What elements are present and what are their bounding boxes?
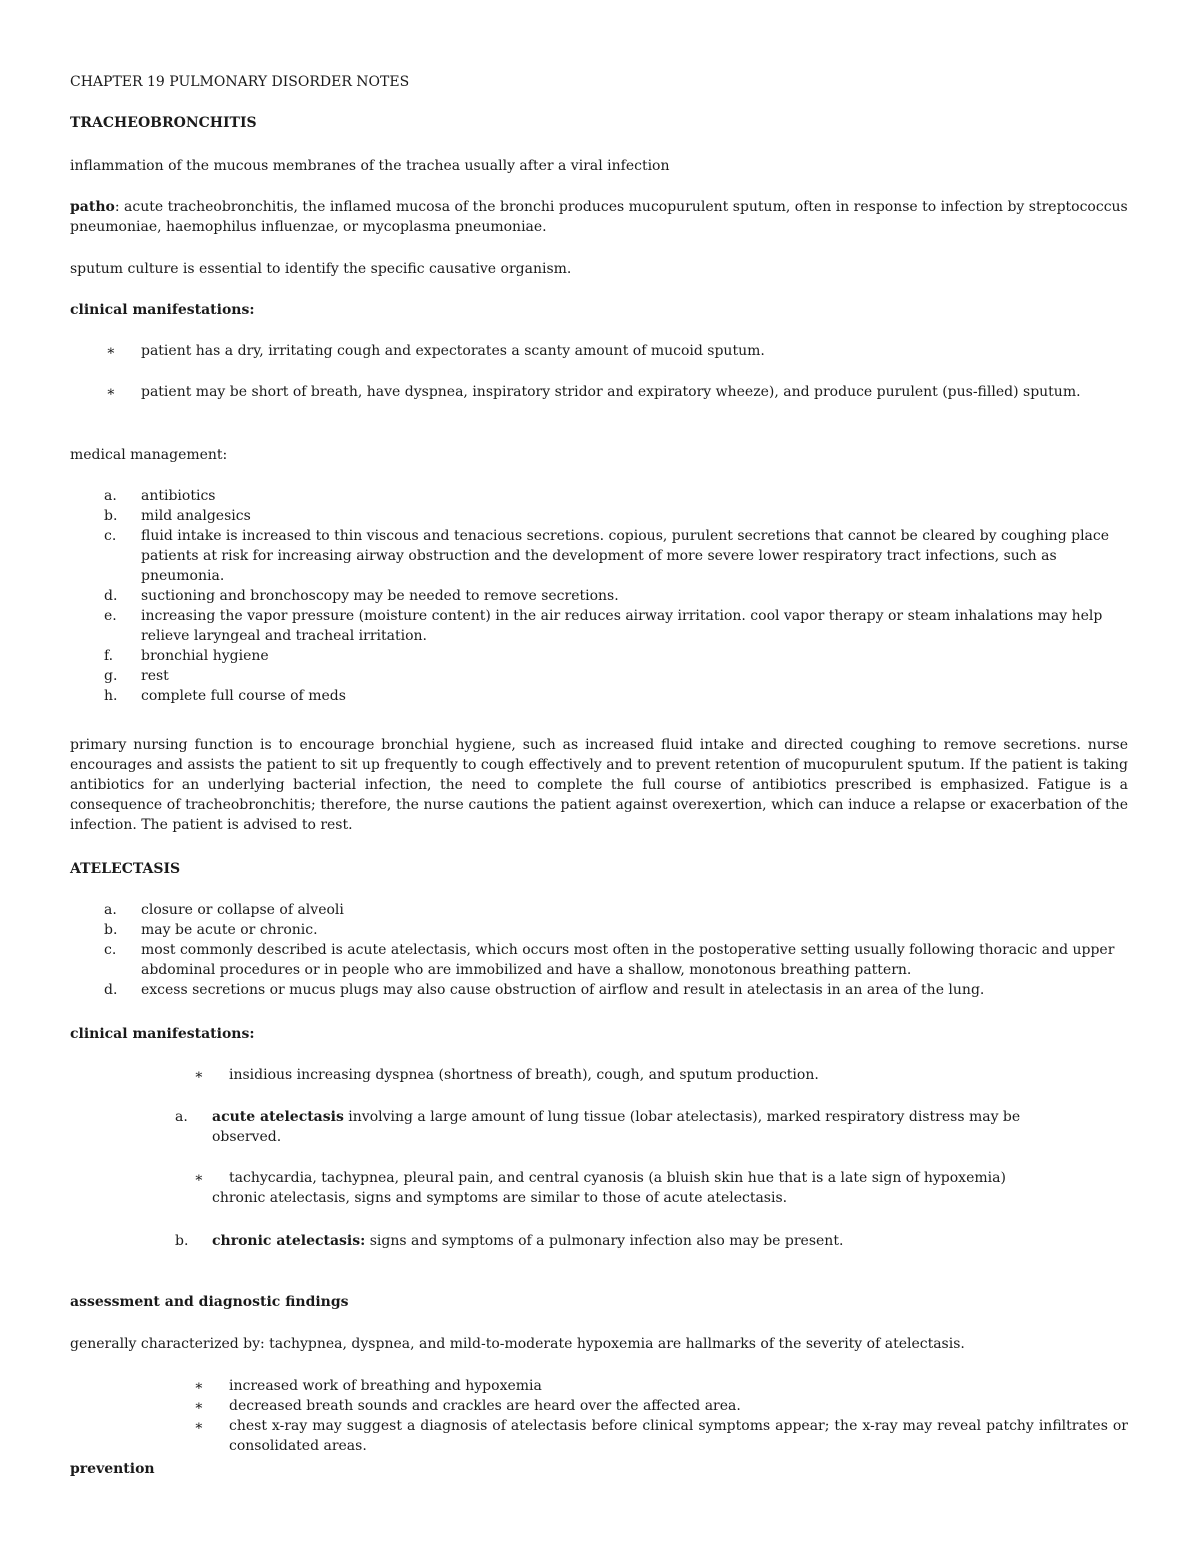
list-item: [104, 900, 1128, 920]
list-item-text: patient has a dry, irritating cough and expectorates a scanty amount of mucoid sputum.: [141, 343, 765, 359]
assessment-list: [194, 1376, 1128, 1456]
list-marker: d.: [104, 588, 118, 604]
list-item-text: rest: [141, 668, 169, 684]
list-item-text: excess secretions or mucus plugs may also cause obstruction of airflow and result in atelectasis in an area of the lung.: [141, 982, 985, 998]
list-item-text: chest x-ray may suggest a diagnosis of atelectasis before clinical symptoms appear; the x-ray may reveal patchy infiltrates or consolidated areas.: [229, 1418, 1128, 1454]
list-item: [104, 666, 1128, 686]
list-marker: f.: [104, 648, 114, 664]
patho-paragraph: [70, 197, 1128, 237]
definition-paragraph: inflammation of the mucous membranes of the trachea usually after a viral infection: [70, 158, 670, 174]
patho-text: : acute tracheobronchitis, the inflamed mucosa of the bronchi produces mucopurulent sputum, often in response to infection by streptococcus pneumoniae, haemophilus influenzae, or mycoplasma pneumoniae.: [70, 199, 1128, 235]
list-item: [104, 980, 1128, 1000]
bullet-icon: ∗: [106, 384, 116, 400]
list-item: [106, 341, 1128, 361]
chapter-title: CHAPTER 19 PULMONARY DISORDER NOTES: [70, 74, 410, 90]
medical-management-heading: medical management:: [70, 447, 228, 463]
list-item: [194, 1416, 1128, 1456]
list-item-text: antibiotics: [141, 488, 216, 504]
list-item-text: most commonly described is acute atelectasis, which occurs most often in the postoperative setting usually following thoracic and upper abdominal procedures or in people who are immobilized and have a shallow, monotonous breathing pattern.: [141, 942, 1115, 978]
bullet-icon: ∗: [194, 1067, 204, 1083]
atel-cm-bullet: [194, 1065, 1128, 1085]
list-marker: e.: [104, 608, 117, 624]
list-marker: b.: [104, 922, 118, 938]
atelectasis-list: [104, 900, 1128, 1000]
list-item: [194, 1396, 1128, 1416]
chronic-atelectasis-text: signs and symptoms of a pulmonary infection also may be present.: [365, 1233, 844, 1249]
list-item-text: complete full course of meds: [141, 688, 346, 704]
list-item: [104, 940, 1128, 980]
list-item-text: decreased breath sounds and crackles are heard over the affected area.: [229, 1398, 741, 1414]
acute-atelectasis-item: [175, 1107, 1072, 1147]
list-marker: d.: [104, 982, 118, 998]
list-item-text: patient may be short of breath, have dyspnea, inspiratory stridor and expiratory wheeze), and produce purulent (pus-filled) sputum.: [141, 384, 1081, 400]
list-item-text: increasing the vapor pressure (moisture content) in the air reduces airway irritation. cool vapor therapy or steam inhalations may help relieve laryngeal and tracheal irritation.: [141, 608, 1103, 644]
bullet-icon: ∗: [194, 1398, 204, 1414]
clinical-manifestations-heading: clinical manifestations:: [70, 302, 255, 318]
list-marker: b.: [104, 508, 118, 524]
acute-atelectasis-label: acute atelectasis: [212, 1109, 344, 1125]
bullet-icon: ∗: [106, 343, 116, 359]
list-item: [104, 526, 1128, 586]
bullet-text: insidious increasing dyspnea (shortness of breath), cough, and sputum production.: [229, 1067, 819, 1083]
list-item-text: fluid intake is increased to thin viscous and tenacious secretions. copious, purulent secretions that cannot be cleared by coughing place patients at risk for increasing airway obstruction and the development of more severe lower respiratory tract infections, such as pneumonia.: [141, 528, 1110, 584]
list-marker: g.: [104, 668, 118, 684]
list-marker: h.: [104, 688, 118, 704]
list-marker: c.: [104, 942, 117, 958]
chronic-atelectasis-item: [175, 1231, 1128, 1251]
atel-clinical-manifestations-heading: clinical manifestations:: [70, 1026, 255, 1042]
list-item: [104, 506, 1128, 526]
section-heading-atelectasis: ATELECTASIS: [70, 861, 181, 877]
bullet-icon: ∗: [194, 1418, 204, 1434]
acute-signs-bullet: [194, 1168, 1128, 1188]
list-marker: c.: [104, 528, 117, 544]
section-heading-tracheobronchitis: TRACHEOBRONCHITIS: [70, 115, 257, 131]
chronic-summary-line: chronic atelectasis, signs and symptoms are similar to those of acute atelectasis.: [212, 1190, 788, 1206]
list-item-text: suctioning and bronchoscopy may be needed to remove secretions.: [141, 588, 619, 604]
bullet-text: tachycardia, tachypnea, pleural pain, and central cyanosis (a bluish skin hue that is a late sign of hypoxemia): [229, 1170, 1006, 1186]
list-item-text: may be acute or chronic.: [141, 922, 318, 938]
trach-cm-list: [106, 341, 1128, 402]
list-item-text: increased work of breathing and hypoxemia: [229, 1378, 542, 1394]
bullet-icon: ∗: [194, 1378, 204, 1394]
prevention-heading: prevention: [70, 1461, 155, 1477]
list-item-text: bronchial hygiene: [141, 648, 269, 664]
list-item: [104, 486, 1128, 506]
chronic-atelectasis-label: chronic atelectasis:: [212, 1233, 366, 1249]
list-marker: a.: [104, 488, 117, 504]
list-item: [104, 686, 1128, 706]
assessment-general: generally characterized by: tachypnea, dyspnea, and mild-to-moderate hypoxemia are hallmarks of the severity of atelectasis.: [70, 1336, 965, 1352]
medical-management-list: [104, 486, 1128, 706]
list-item: [104, 920, 1128, 940]
patho-label: patho: [70, 199, 115, 215]
list-item: [104, 586, 1128, 606]
list-item-text: mild analgesics: [141, 508, 251, 524]
list-item: [104, 646, 1128, 666]
list-marker: a.: [175, 1109, 188, 1125]
list-item: [104, 606, 1128, 646]
culture-paragraph: sputum culture is essential to identify the specific causative organism.: [70, 261, 572, 277]
list-item-text: closure or collapse of alveoli: [141, 902, 344, 918]
acute-atelectasis-text: involving a large amount of lung tissue (lobar atelectasis), marked respiratory distress may be observed.: [212, 1109, 1021, 1145]
list-marker: a.: [104, 902, 117, 918]
bullet-icon: ∗: [194, 1170, 204, 1186]
list-item: [106, 382, 1128, 402]
nursing-paragraph: primary nursing function is to encourage bronchial hygiene, such as increased fluid intake and directed coughing to remove secretions. nurse encourages and assists the patient to sit up frequently to cough effectively and to prevent retention of mucopurulent sputum. If the patient is taking antibiotics for an underlying bacterial infection, the need to complete the full course of antibiotics prescribed is emphasized. Fatigue is a consequence of tracheobronchitis; therefore, the nurse cautions the patient against overexertion, which can induce a relapse or exacerbation of the infection. The patient is advised to rest.: [70, 737, 1128, 833]
assessment-heading: assessment and diagnostic findings: [70, 1294, 349, 1310]
list-marker: b.: [175, 1233, 189, 1249]
list-item: [194, 1376, 1128, 1396]
